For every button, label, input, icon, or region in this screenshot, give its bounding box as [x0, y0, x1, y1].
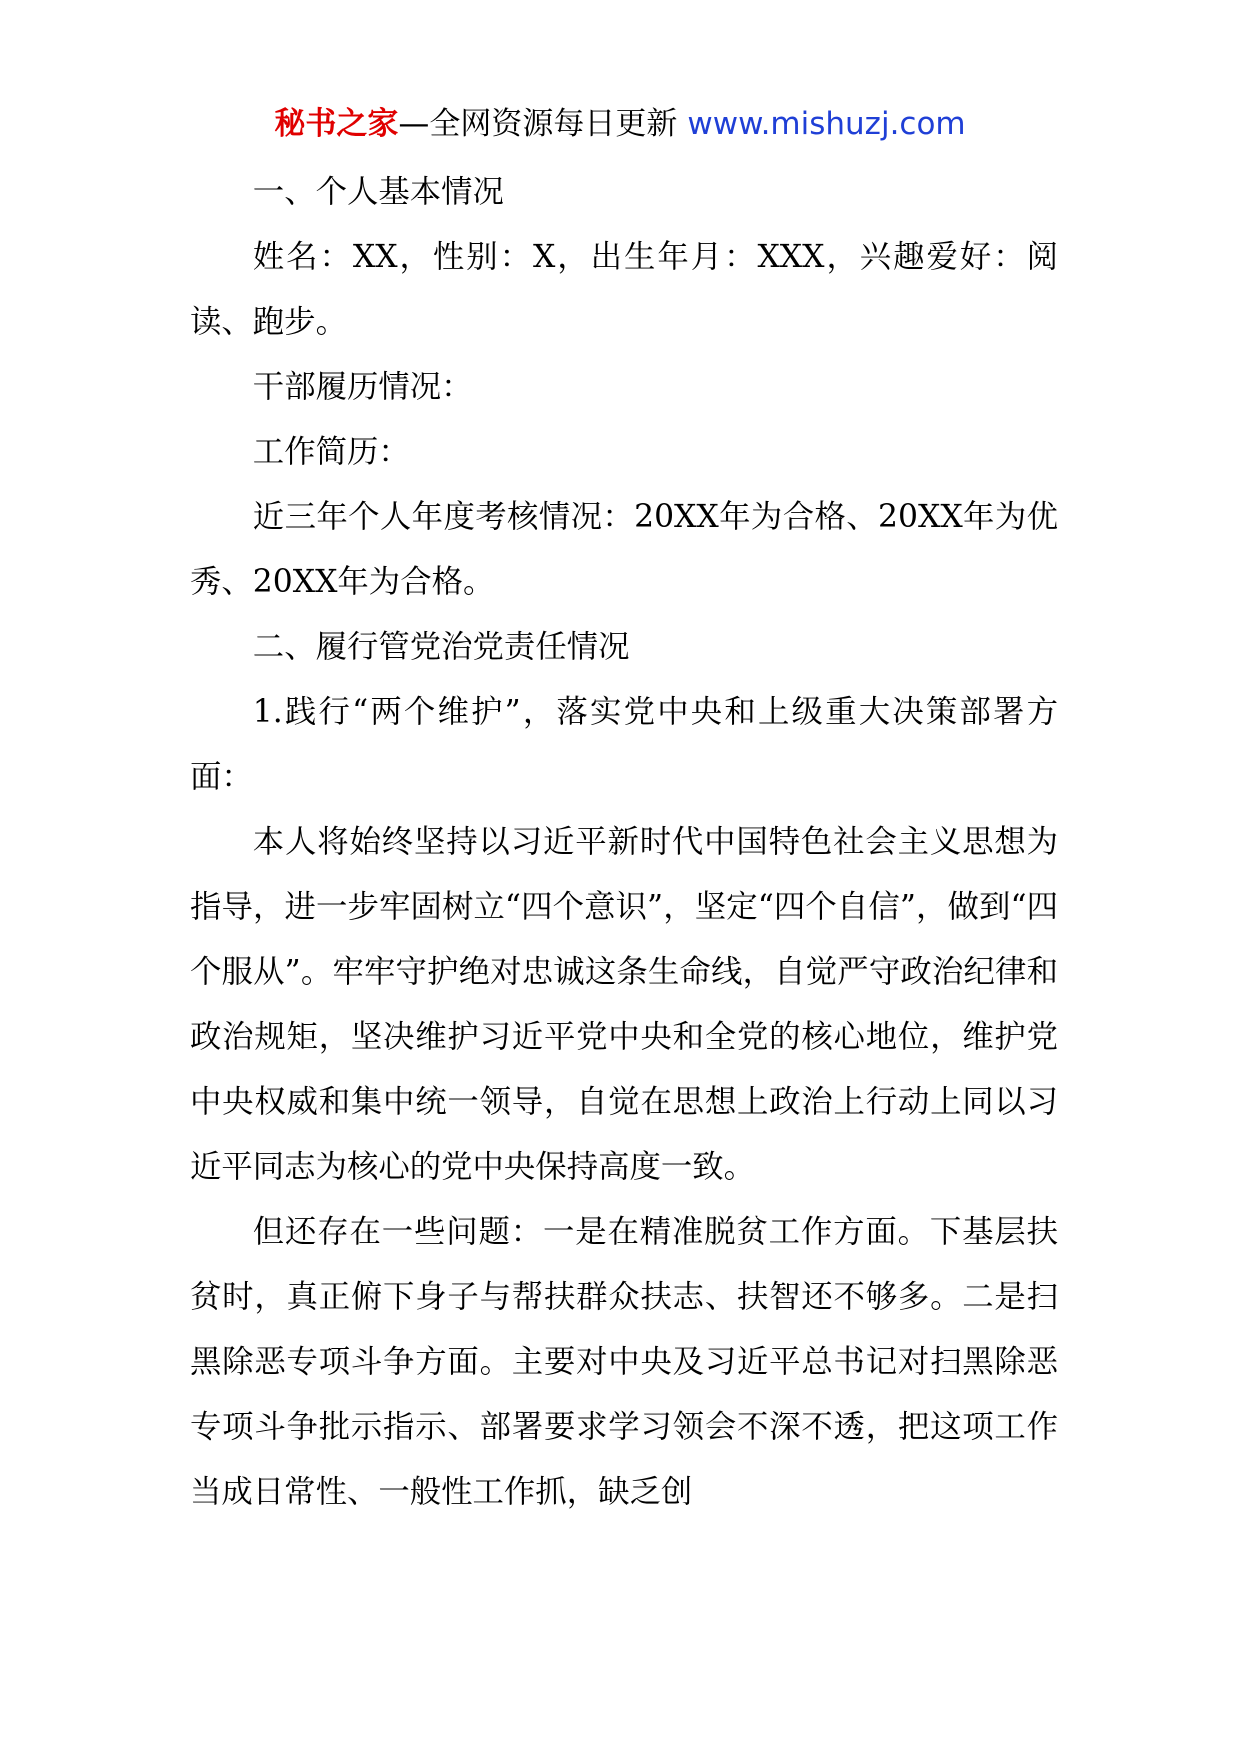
page-header [0, 100, 1240, 148]
document-body [190, 160, 1058, 1525]
personal-info-paragraph: 姓名：XX，性别：X，出生年月：XXX，兴趣爱好：阅读、跑步。 [190, 239, 1058, 340]
assessment-paragraph: 近三年个人年度考核情况：20XX年为合格、20XX年为优秀、20XX年为合格。 [190, 499, 1058, 600]
website-url: www.mishuzj.com [687, 106, 966, 142]
cadre-resume-label: 干部履历情况： [252, 369, 473, 405]
header-slogan: —全网资源每日更新 [398, 106, 678, 142]
subsection-heading-1: 1.践行“两个维护”，落实党中央和上级重大决策部署方面： [190, 694, 1058, 795]
section-heading-responsibility: 二、履行管党治党责任情况 [252, 629, 630, 665]
brand-name: 秘书之家 [274, 106, 399, 142]
work-resume-label: 工作简历： [252, 434, 410, 470]
section-heading-basic-info: 一、个人基本情况 [252, 174, 504, 210]
body-paragraph: 但还存在一些问题：一是在精准脱贫工作方面。下基层扶贫时，真正俯下身子与帮扶群众扶志、扶智还不够多。二是扫黑除恶专项斗争方面。主要对中央及习近平总书记对扫黑除恶专项斗争批示指示、部署要求学习领会不深不透，把这项工作当成日常性、一般性工作抓，缺乏创 [190, 1214, 1058, 1510]
body-paragraph: 本人将始终坚持以习近平新时代中国特色社会主义思想为指导，进一步牢固树立“四个意识”，坚定“四个自信”，做到“四个服从”。牢牢守护绝对忠诚这条生命线，自觉严守政治纪律和政治规矩，坚决维护习近平党中央和全党的核心地位，维护党中央权威和集中统一领导，自觉在思想上政治上行动上同以习近平同志为核心的党中央保持高度一致。 [190, 824, 1058, 1185]
